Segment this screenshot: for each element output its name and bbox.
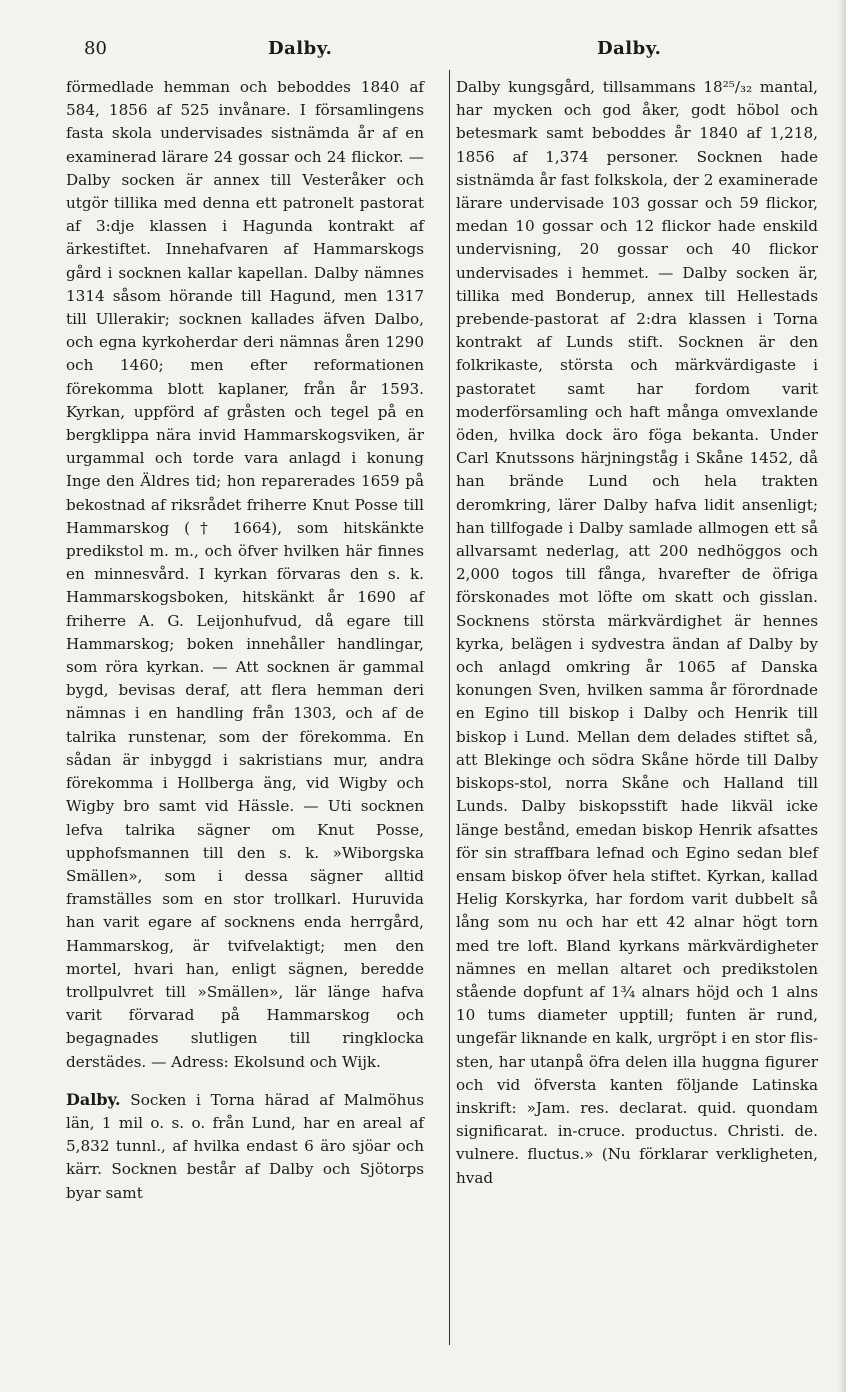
right-column [456,76,818,1190]
left-paragraph-2-text: Socken i Torna härad af Malmöhus län, 1 mil o. s. o. från Lund, har en areal af 5,832 tunnl., af hvilka endast 6 äro sjöar och kärr. Socknen består af Dalby och Sjötorps byar samt [66,1090,424,1202]
right-paragraph-1: Dalby kungsgård, tillsammans 18²⁵/₃₂ mantal, har mycken och god åker, godt höbol och betesmark samt beboddes år 1840 af 1,218, 1856 af 1,374 personer. Socknen hade sistnämda år fast folkskola, der 2 examinerade lärare undervisade 103 gossar och 59 flickor, medan 10 gossar och 12 flickor hade enskild undervisning, 20 gossar och 40 flickor undervisades i hemmet. — Dalby socken är, tillika med Bonderup, annex till Hellestads prebende-pastorat af 2:dra klassen i Torna kontrakt af Lunds stift. Socknen är den folkrikaste, största och märkvärdigaste i pastoratet samt har fordom varit moderförsamling och haft många omvexlande öden, hvilka dock äro föga bekanta. Under Carl Knutssons härjningståg i Skåne 1452, då han brände Lund och hela trakten deromkring, lärer Dalby hafva lidit ansenligt; han tillfogade i Dalby samlade allmogen ett så allvarsamt nederlag, att 200 nedhöggos och 2,000 togos till fånga, hvarefter de öfriga förskonades mot löfte om skatt och gisslan. Socknens största märkvärdighet är hennes kyrka, belägen i sydvestra ändan af Dalby by och anlagd omkring år 1065 af Danska konungen Sven, hvilken samma år förordnade en Egino till biskop i Dalby och Henrik till biskop i Lund. Mellan dem delades stiftet så, att Blekinge och södra Skåne hörde till Dalby biskops-stol, norra Skåne och Halland till Lunds. Dalby biskopsstift hade likväl icke länge bestånd, emedan biskop Henrik afsattes för sin straffbara lefnad och Egino sedan blef ensam biskop öfver hela stiftet. Kyrkan, kallad Helig Korskyrka, har fordom varit dubbelt så lång som nu och har ett 42 alnar högt torn med tre loft. Bland kyrkans märkvärdigheter nämnes en mellan altaret och predikstolen stående dopfunt af 1¾ alnars höjd och 1 alns 10 tums diameter upptill; funten är rund, ungefär liknande en kalk, urgröpt i en stor flis-sten, har utanpå öfra delen illa huggna figurer och vid öfversta kanten följande Latinska inskrift: »Jam. res. declarat. quid. quondam significarat. in-cruce. productus. Christi. de. vulnere. fluctus.» (Nu förklarar verkligheten, hvad [456,78,818,1187]
column-divider [449,70,450,1345]
entry-headword: Dalby. [66,1089,121,1109]
left-paragraph-2 [66,1088,424,1205]
page-number: 80 [84,38,107,59]
left-paragraph-1: förmedlade hemman och beboddes 1840 af 584, 1856 af 525 invånare. I församlingens fasta skola undervisades sistnämda år af en examinerad lärare 24 gossar och 24 flickor. — Dalby socken är annex till Vesteråker och utgör tillika med denna ett patronelt pastorat af 3:dje klassen i Hagunda kontrakt af ärkestiftet. Innehafvaren af Hammarskogs gård i socknen kallar kapellan. Dalby nämnes 1314 såsom hörande till Hagund, men 1317 till Ullerakir; socknen kallades äfven Dalbo, och egna kyrkoherdar deri nämnas åren 1290 och 1460; men efter reformationen förekomma blott kaplaner, från år 1593. Kyrkan, uppförd af gråsten och tegel på en bergklippa nära invid Hammarskogsviken, är urgammal och torde vara anlagd i konung Inge den Äldres tid; hon reparerades 1659 på bekostnad af riksrådet friherre Knut Posse till Hammarskog († 1664), som hitskänkte predikstol m. m., och öfver hvilken här finnes en minnesvård. I kyrkan förvaras den s. k. Hammarskogsboken, hitskänkt år 1690 af friherre A. G. Leijonhufvud, då egare till Hammarskog; boken innehåller handlingar, som röra kyrkan. — Att socknen är gammal bygd, bevisas deraf, att flera hemman deri nämnas i en handling från 1303, och af de talrika runstenar, som der förekomma. En sådan är inbyggd i sakristians mur, andra förekomma i Hollberga äng, vid Wigby och Wigby bro samt vid Hässle. — Uti socknen lefva talrika sägner om Knut Posse, upphofsmannen till den s. k. »Wiborgska Smällen», som i dessa sägner alltid framställes som en stor trollkarl. Huruvida han varit egare af socknens enda herrgård, Hammarskog, är tvifvelaktigt; men den mortel, hvari han, enligt sägnen, beredde trollpulvret till »Smällen», lär länge hafva varit förvarad på Hammarskog och begagnades slutligen till ringklocka derstädes. — Adress: Ekolsund och Wijk. [66,78,424,1071]
running-head-right: Dalby. [597,38,662,59]
running-head-left: Dalby. [268,38,333,59]
page-edge-shadow [838,0,846,1392]
left-column [66,76,424,1205]
